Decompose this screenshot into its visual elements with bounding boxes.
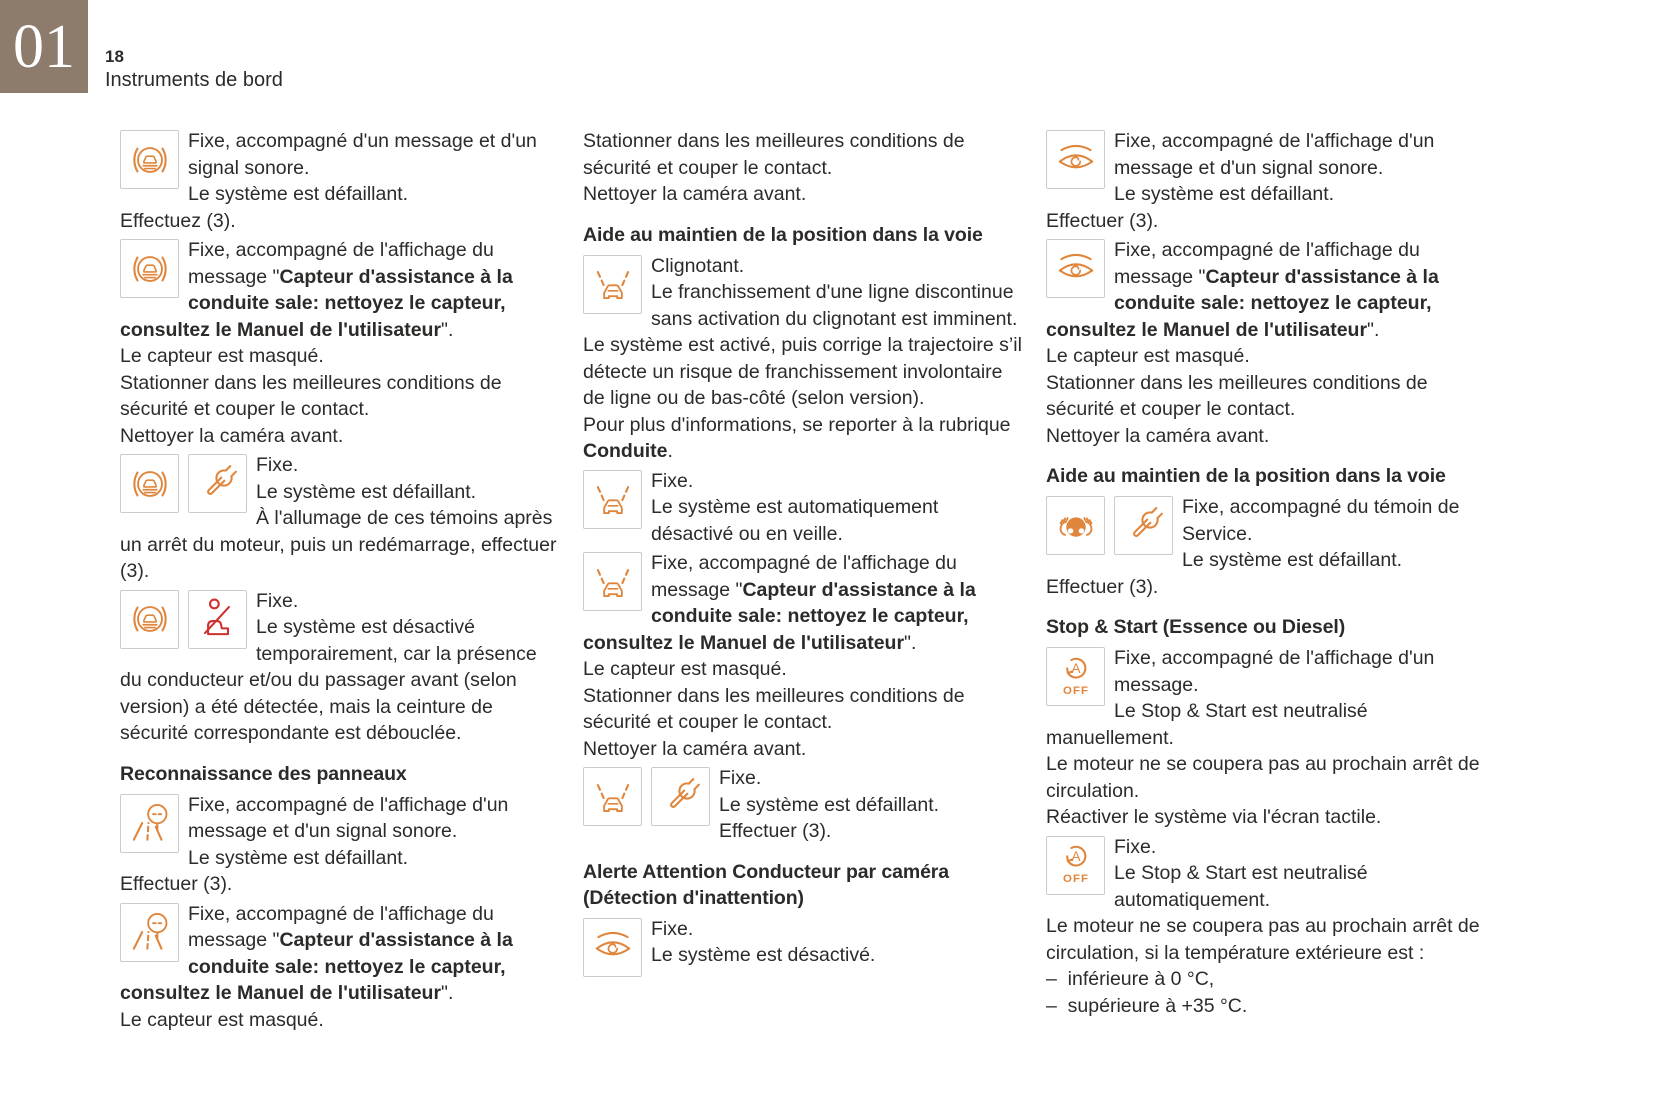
entry-text <box>120 237 560 343</box>
entry-text <box>1046 423 1486 450</box>
text-segment: Le système est défaillant. <box>1182 549 1403 571</box>
text-segment: Le système est défaillant. <box>1114 183 1335 205</box>
entry-text <box>583 181 1023 208</box>
text-segment: Fixe. <box>651 917 694 940</box>
text-segment: Le système est activé, puis corrige la trajectoire s’il détecte un risque de franchissement involontaire de ligne ou de bas-côté (selon version). <box>583 334 1022 409</box>
text-segment: Stationner dans les meilleures conditions de sécurité et couper le contact. <box>1046 371 1428 420</box>
text-segment: ". <box>441 318 454 341</box>
text-segment: Le capteur est masqué. <box>1046 345 1250 367</box>
text-segment: Fixe, accompagné de l'affichage d'un message et d'un signal sonore. <box>188 793 509 842</box>
text-segment: Capteur d'assistance à la conduite sale: nettoyez le capteur, consultez le Manuel de l'utilisateur <box>1046 265 1439 341</box>
text-segment: Le système est automatiquement désactivé ou en veille. <box>651 496 939 545</box>
entry-text <box>120 208 560 235</box>
entry-text <box>120 423 560 450</box>
entry-text <box>583 916 1023 943</box>
text-segment: Le moteur ne se coupera pas au prochain arrêt de circulation, si la température extérieure est : <box>1046 915 1480 964</box>
text-segment: Capteur d'assistance à la conduite sale: nettoyez le capteur, consultez le Manuel de l'utilisateur <box>120 265 513 341</box>
text-segment: Fixe. <box>651 469 694 492</box>
text-segment: Le système est défaillant. <box>256 480 477 503</box>
text-segment: Fixe, accompagné d'un message et d'un signal sonore. <box>188 130 537 179</box>
entry-text <box>120 871 560 898</box>
svg-text:OFF: OFF <box>1062 873 1089 886</box>
entry-text <box>1046 370 1486 423</box>
entry-text <box>1046 181 1486 208</box>
entry-text <box>1046 966 1486 993</box>
section-heading: Stop & Start (Essence ou Diesel) <box>1046 616 1346 638</box>
page-number: 18 <box>105 47 124 66</box>
column-3 <box>1046 128 1486 1036</box>
text-segment: Fixe. <box>256 589 299 612</box>
text-segment: Effectuer (3). <box>1046 209 1159 232</box>
text-segment: Capteur d'assistance à la conduite sale: nettoyez le capteur, consultez le Manuel de l'utilisateur <box>583 578 976 654</box>
text-segment: Fixe. <box>1114 835 1157 858</box>
text-segment: Effectuer (3). <box>120 873 233 895</box>
traffic-sign-icon <box>120 903 179 962</box>
entry-text <box>583 412 1023 465</box>
entry-text <box>583 128 1023 181</box>
content-columns <box>120 128 1486 1036</box>
chapter-badge <box>0 0 88 93</box>
entry-text <box>583 494 1023 547</box>
entry-text <box>1046 913 1486 966</box>
text-segment: Fixe, accompagné de l'affichage du message " <box>651 552 957 601</box>
svg-text:A: A <box>1070 848 1081 864</box>
text-segment: Stationner dans les meilleures conditions de sécurité et couper le contact. <box>583 130 965 179</box>
driver-attention-eye-icon <box>1046 239 1105 298</box>
entry-text <box>1046 343 1486 370</box>
text-segment: Nettoyer la caméra avant. <box>1046 424 1270 447</box>
text-segment: Le moteur ne se coupera pas au prochain arrêt de circulation. <box>1046 753 1480 802</box>
text-segment: Clignotant. <box>651 254 745 277</box>
collision-warning-icon <box>120 454 179 513</box>
entry-text <box>583 942 1023 969</box>
text-segment: Fixe. <box>719 767 762 789</box>
stop-start-off-icon <box>1046 836 1105 895</box>
entry-text <box>120 614 560 747</box>
chapter-number: 01 <box>13 12 75 81</box>
text-segment: Le système est désactivé temporairement, car la présence du conducteur et/ou du passager avant (selon version) a été détectée, mais la ceinture de sécurité correspondante est débouclée. <box>120 616 537 744</box>
text-segment: Le système est désactivé. <box>651 944 876 966</box>
wrench-icon <box>1114 496 1173 555</box>
text-segment: Effectuer (3). <box>1046 575 1159 598</box>
indicator-entry <box>1046 237 1486 449</box>
text-segment: Fixe, accompagné de l'affichage du message " <box>188 239 494 288</box>
entry-text <box>1046 804 1486 831</box>
traffic-sign-icon <box>120 794 179 853</box>
entry-text <box>1046 128 1486 181</box>
text-segment: À l'allumage de ces témoins après un arrêt du moteur, puis un redémarrage, effectuer (3). <box>120 507 557 582</box>
indicator-entry <box>583 128 1023 208</box>
text-segment: Le capteur est masqué. <box>120 345 324 367</box>
text-segment: Le système est défaillant. <box>188 183 409 205</box>
entry-text <box>120 1007 560 1034</box>
entry-text <box>583 550 1023 656</box>
lane-keeping-icon <box>583 552 642 611</box>
collision-warning-icon <box>120 239 179 298</box>
section-title: Instruments de bord <box>105 69 283 92</box>
entry-text <box>120 588 560 615</box>
text-segment: Le système est défaillant. <box>719 793 940 816</box>
entry-text <box>583 253 1023 280</box>
text-segment: Le Stop & Start est neutralisé manuellement. <box>1046 700 1368 749</box>
indicator-entry <box>1046 128 1486 234</box>
steering-wheel-hands-icon <box>1046 496 1105 555</box>
indicator-entry <box>583 765 1023 845</box>
collision-warning-icon <box>120 590 179 649</box>
text-segment: Effectuer (3). <box>719 820 832 842</box>
entry-text <box>1046 494 1486 547</box>
lane-keeping-icon <box>583 255 642 314</box>
entry-text <box>120 845 560 872</box>
text-segment: Nettoyer la caméra avant. <box>583 183 807 205</box>
text-segment: Le franchissement d'une ligne discontinue sans activation du clignotant est imminent. <box>651 281 1018 330</box>
text-segment: Capteur d'assistance à la conduite sale: nettoyez le capteur, consultez le Manuel de l'utilisateur <box>120 929 513 1004</box>
driver-attention-eye-icon <box>1046 130 1105 189</box>
text-segment: Le système est défaillant. <box>188 846 409 869</box>
entry-text <box>120 343 560 370</box>
collision-warning-icon <box>120 130 179 189</box>
indicator-entry <box>120 237 560 449</box>
indicator-entry <box>120 128 560 234</box>
entry-text <box>1046 751 1486 804</box>
entry-text <box>1046 645 1486 698</box>
text-segment: Nettoyer la caméra avant. <box>120 424 344 447</box>
text-segment: . <box>667 440 673 462</box>
indicator-entry <box>120 792 560 898</box>
wrench-icon <box>188 454 247 513</box>
text-segment: Stationner dans les meilleures conditions de sécurité et couper le contact. <box>120 371 502 420</box>
entry-text <box>120 505 560 585</box>
text-segment: Fixe. <box>256 454 299 476</box>
text-segment: Fixe, accompagné de l'affichage du message " <box>188 902 494 951</box>
lane-keeping-icon <box>583 767 642 826</box>
indicator-entry <box>583 253 1023 465</box>
entry-text <box>120 479 560 506</box>
text-segment: Réactiver le système via l'écran tactile. <box>1046 806 1382 828</box>
indicator-entry <box>1046 494 1486 600</box>
entry-text <box>583 279 1023 332</box>
stop-start-off-icon <box>1046 647 1105 706</box>
indicator-entry <box>583 468 1023 548</box>
text-segment: Fixe, accompagné de l'affichage d'un message et d'un signal sonore. <box>1114 130 1435 179</box>
text-segment: Pour plus d'informations, se reporter à la rubrique <box>583 413 1011 436</box>
text-segment: Fixe, accompagné de l'affichage d'un message. <box>1114 647 1435 696</box>
entry-text <box>583 818 1023 845</box>
indicator-entry <box>583 916 1023 980</box>
text-segment: Nettoyer la caméra avant. <box>583 737 807 760</box>
text-segment: Le capteur est masqué. <box>583 658 787 680</box>
section-heading: Aide au maintien de la position dans la voie <box>583 223 983 246</box>
entry-text <box>120 128 560 181</box>
entry-text <box>583 736 1023 763</box>
text-segment: Fixe, accompagné de l'affichage du message " <box>1114 239 1420 288</box>
entry-text <box>583 792 1023 819</box>
entry-text <box>583 765 1023 792</box>
entry-text <box>583 656 1023 683</box>
text-segment: ". <box>1367 318 1380 341</box>
entry-text <box>1046 574 1486 601</box>
entry-text <box>1046 547 1486 574</box>
header-text <box>105 46 283 93</box>
entry-text <box>1046 208 1486 235</box>
entry-text <box>120 452 560 479</box>
svg-text:A: A <box>1070 660 1081 676</box>
column-2 <box>583 128 1023 1036</box>
text-segment: Stationner dans les meilleures conditions de sécurité et couper le contact. <box>583 684 965 733</box>
text-segment: Le Stop & Start est neutralisé automatiquement. <box>1114 862 1368 911</box>
text-segment: – supérieure à +35 °C. <box>1046 994 1248 1017</box>
entry-text <box>1046 860 1486 913</box>
wrench-icon <box>651 767 710 826</box>
text-segment: ". <box>441 982 454 1004</box>
entry-text <box>120 901 560 1007</box>
indicator-entry <box>120 901 560 1034</box>
indicator-entry <box>583 550 1023 762</box>
text-segment: ". <box>904 631 917 654</box>
entry-text <box>120 181 560 208</box>
indicator-entry <box>1046 645 1486 831</box>
text-segment: Fixe, accompagné du témoin de Service. <box>1182 496 1460 545</box>
entry-text <box>1046 834 1486 861</box>
indicator-entry <box>120 588 560 747</box>
entry-text <box>1046 698 1486 751</box>
text-segment: Effectuez (3). <box>120 209 236 232</box>
entry-text <box>120 370 560 423</box>
entry-text <box>120 792 560 845</box>
seatbelt-warning-icon <box>188 590 247 649</box>
section-heading: Reconnaissance des panneaux <box>120 762 407 785</box>
column-1 <box>120 128 560 1036</box>
text-segment: Conduite <box>583 440 668 462</box>
text-segment: Le capteur est masqué. <box>120 1008 324 1031</box>
lane-keeping-icon <box>583 470 642 529</box>
entry-text <box>583 683 1023 736</box>
text-segment: – inférieure à 0 °C, <box>1046 968 1215 990</box>
entry-text <box>1046 237 1486 343</box>
entry-text <box>583 332 1023 412</box>
indicator-entry <box>120 452 560 585</box>
driver-attention-eye-icon <box>583 918 642 977</box>
section-heading: Aide au maintien de la position dans la voie <box>1046 465 1446 487</box>
section-heading: Alerte Attention Conducteur par caméra (Détection d'inattention) <box>583 860 950 909</box>
entry-text <box>583 468 1023 495</box>
entry-text <box>1046 993 1486 1020</box>
svg-text:OFF: OFF <box>1062 684 1089 697</box>
indicator-entry <box>1046 834 1486 1020</box>
